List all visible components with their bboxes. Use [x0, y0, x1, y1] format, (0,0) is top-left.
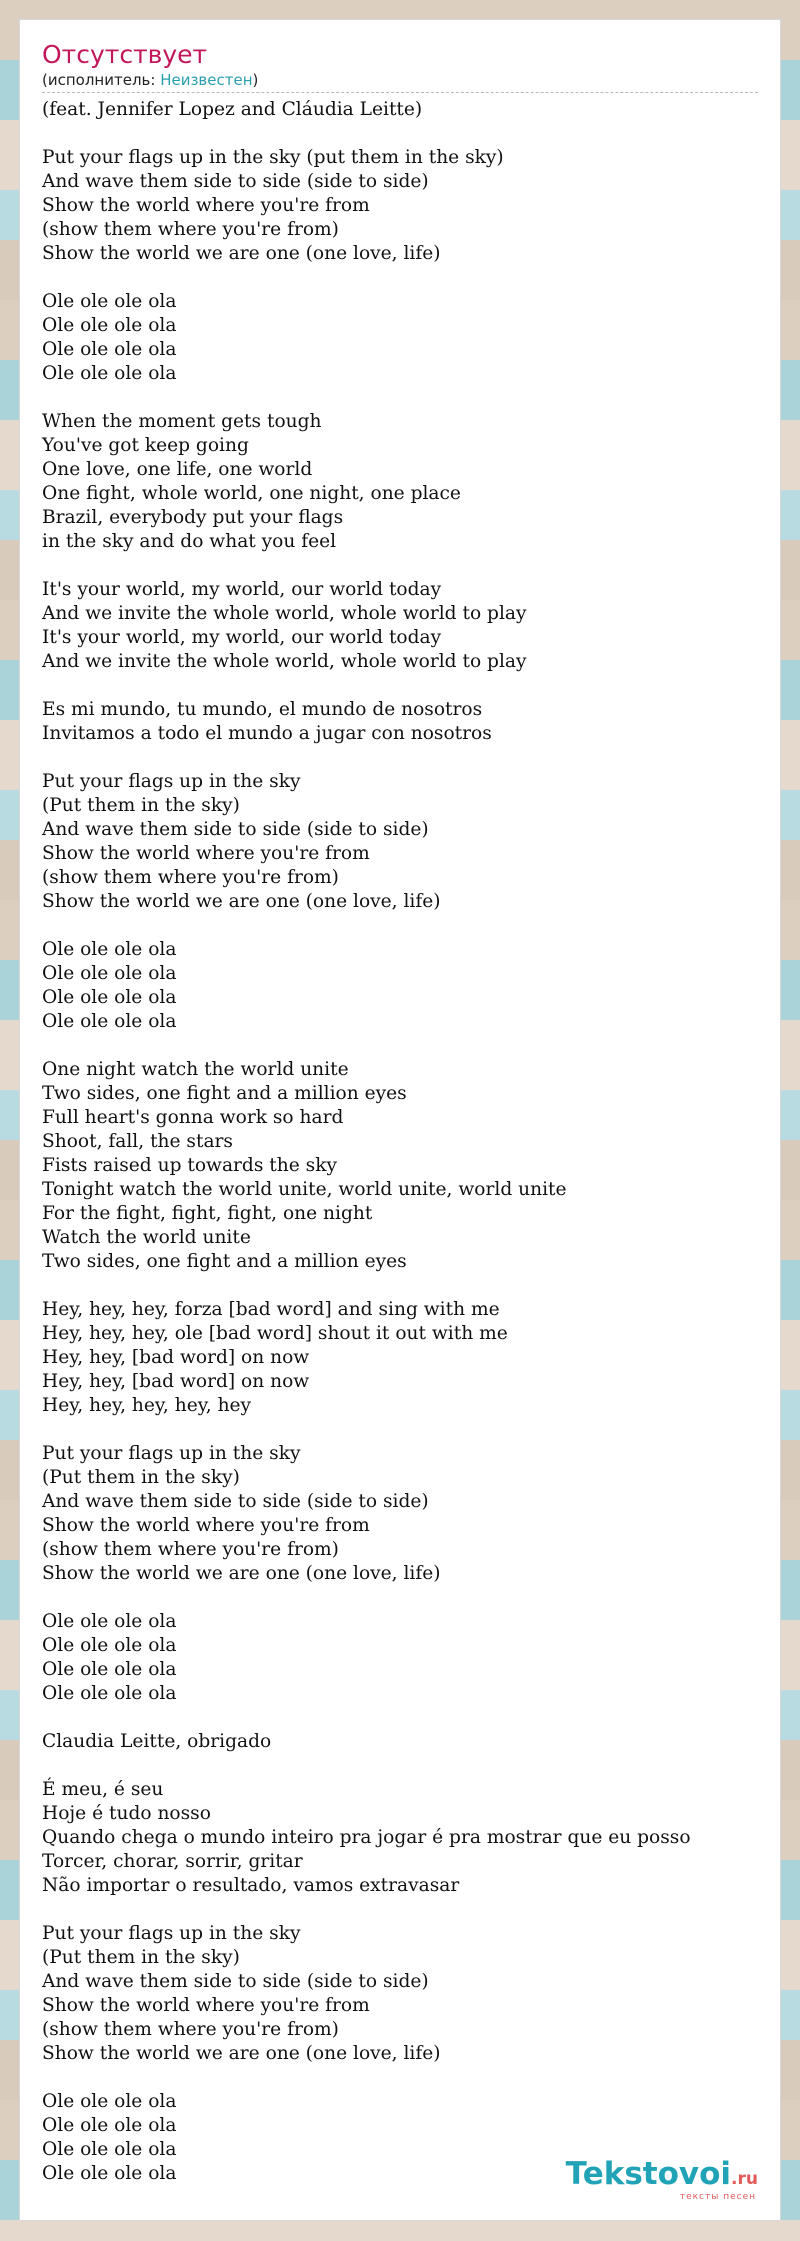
lyrics-line: Ole ole ole ola [42, 1683, 177, 1704]
lyrics-blank-line [42, 1418, 762, 1442]
lyrics-blank-line [42, 1754, 762, 1778]
lyrics-blank-line [42, 1706, 762, 1730]
lyrics-line: It's your world, my world, our world today [42, 627, 442, 648]
lyrics-line: For the fight, fight, fight, one night [42, 1203, 373, 1224]
lyrics-line: It's your world, my world, our world today [42, 579, 442, 600]
lyrics-blank-line [42, 2066, 762, 2090]
lyrics-line: Ole ole ole ola [42, 1611, 177, 1632]
lyrics-line: (Put them in the sky) [42, 1467, 240, 1488]
lyrics-line: And wave them side to side (side to side) [42, 171, 429, 192]
lyrics-line: Shoot, fall, the stars [42, 1131, 233, 1152]
lyrics-line: (feat. Jennifer Lopez and Cláudia Leitte) [42, 99, 423, 120]
lyrics-line: Show the world where you're from [42, 1515, 370, 1536]
logo-text: Tekstovoi [565, 2156, 732, 2192]
lyrics-line: Put your flags up in the sky [42, 1923, 301, 1944]
lyrics-line: Ole ole ole ola [42, 315, 177, 336]
lyrics-line: Fists raised up towards the sky [42, 1155, 337, 1176]
lyrics-line: Hey, hey, hey, forza [bad word] and sing with me [42, 1299, 500, 1320]
lyrics-line: Two sides, one fight and a million eyes [42, 1251, 407, 1272]
lyrics-blank-line [42, 122, 762, 146]
lyrics-line: Tonight watch the world unite, world unite, world unite [42, 1179, 567, 1200]
lyrics-blank-line [42, 914, 762, 938]
lyrics-line: Show the world we are one (one love, life) [42, 243, 441, 264]
lyrics-line: Ole ole ole ola [42, 339, 177, 360]
lyrics-blank-line [42, 1034, 762, 1058]
lyrics-line: One love, one life, one world [42, 459, 313, 480]
lyrics-line: When the moment gets tough [42, 411, 322, 432]
lyrics-line: Ole ole ole ola [42, 1635, 177, 1656]
lyrics-body [42, 98, 762, 2186]
lyrics-line: Show the world we are one (one love, life) [42, 1563, 441, 1584]
lyrics-line: And wave them side to side (side to side) [42, 1971, 429, 1992]
lyrics-line: Hey, hey, [bad word] on now [42, 1371, 310, 1392]
lyrics-line: Ole ole ole ola [42, 291, 177, 312]
lyrics-line: Full heart's gonna work so hard [42, 1107, 344, 1128]
lyrics-blank-line [42, 386, 762, 410]
lyrics-line: Torcer, chorar, sorrir, gritar [42, 1851, 303, 1872]
song-header [42, 40, 758, 93]
lyrics-blank-line [42, 554, 762, 578]
lyrics-line: Watch the world unite [42, 1227, 251, 1248]
lyrics-line: Não importar o resultado, vamos extravasar [42, 1875, 460, 1896]
lyrics-line: Show the world we are one (one love, life) [42, 2043, 441, 2064]
lyrics-line: Put your flags up in the sky [42, 1443, 301, 1464]
lyrics-blank-line [42, 674, 762, 698]
site-logo[interactable] [566, 2157, 758, 2202]
lyrics-line: in the sky and do what you feel [42, 531, 337, 552]
lyrics-line: Ole ole ole ola [42, 363, 177, 384]
artist-link[interactable]: Неизвестен [160, 71, 253, 89]
lyrics-line: Show the world we are one (one love, life) [42, 891, 441, 912]
lyrics-line: You've got keep going [42, 435, 249, 456]
lyrics-line: Two sides, one fight and a million eyes [42, 1083, 407, 1104]
lyrics-line: Ole ole ole ola [42, 2091, 177, 2112]
lyrics-line: Ole ole ole ola [42, 2139, 177, 2160]
lyrics-line: Put your flags up in the sky (put them in the sky) [42, 147, 504, 168]
lyrics-line: (Put them in the sky) [42, 1947, 240, 1968]
artist-suffix: ) [252, 71, 259, 89]
logo-subtitle: тексты песен [679, 2192, 756, 2202]
lyrics-blank-line [42, 266, 762, 290]
lyrics-line: And wave them side to side (side to side) [42, 1491, 429, 1512]
lyrics-line: Hey, hey, hey, hey, hey [42, 1395, 252, 1416]
lyrics-line: Brazil, everybody put your flags [42, 507, 344, 528]
lyrics-line: (show them where you're from) [42, 219, 339, 240]
lyrics-blank-line [42, 1898, 762, 1922]
lyrics-line: One night watch the world unite [42, 1059, 349, 1080]
lyrics-line: Es mi mundo, tu mundo, el mundo de nosotros [42, 699, 483, 720]
lyrics-line: Quando chega o mundo inteiro pra jogar é pra mostrar que eu posso [42, 1827, 691, 1848]
lyrics-blank-line [42, 1586, 762, 1610]
lyrics-line: Ole ole ole ola [42, 1659, 177, 1680]
lyrics-line: And we invite the whole world, whole world to play [42, 603, 527, 624]
lyrics-line: Ole ole ole ola [42, 939, 177, 960]
lyrics-line: Show the world where you're from [42, 1995, 370, 2016]
lyrics-line: Show the world where you're from [42, 195, 370, 216]
song-title: Отсутствует [42, 40, 208, 69]
lyrics-line: Hey, hey, [bad word] on now [42, 1347, 310, 1368]
lyrics-line: Invitamos a todo el mundo a jugar con nosotros [42, 723, 492, 744]
lyrics-line: (show them where you're from) [42, 867, 339, 888]
logo-tld: .ru [731, 2169, 758, 2189]
lyrics-line: Ole ole ole ola [42, 987, 177, 1008]
lyrics-line: Show the world where you're from [42, 843, 370, 864]
lyrics-blank-line [42, 746, 762, 770]
lyrics-line: Hey, hey, hey, ole [bad word] shout it out with me [42, 1323, 508, 1344]
lyrics-line: (show them where you're from) [42, 1539, 339, 1560]
artist-line [42, 70, 758, 90]
lyrics-line: Ole ole ole ola [42, 963, 177, 984]
lyrics-line: One fight, whole world, one night, one place [42, 483, 461, 504]
artist-prefix: (исполнитель: [42, 71, 161, 89]
lyrics-line: And wave them side to side (side to side) [42, 819, 429, 840]
lyrics-line: (Put them in the sky) [42, 795, 240, 816]
lyrics-line: Ole ole ole ola [42, 2115, 177, 2136]
lyrics-line: And we invite the whole world, whole world to play [42, 651, 527, 672]
lyrics-page [20, 20, 780, 2220]
lyrics-line: (show them where you're from) [42, 2019, 339, 2040]
lyrics-blank-line [42, 1274, 762, 1298]
lyrics-line: Claudia Leitte, obrigado [42, 1731, 272, 1752]
lyrics-line: Put your flags up in the sky [42, 771, 301, 792]
lyrics-line: Ole ole ole ola [42, 1011, 177, 1032]
lyrics-line: É meu, é seu [42, 1779, 164, 1800]
lyrics-line: Hoje é tudo nosso [42, 1803, 211, 1824]
lyrics-line: Ole ole ole ola [42, 2163, 177, 2184]
